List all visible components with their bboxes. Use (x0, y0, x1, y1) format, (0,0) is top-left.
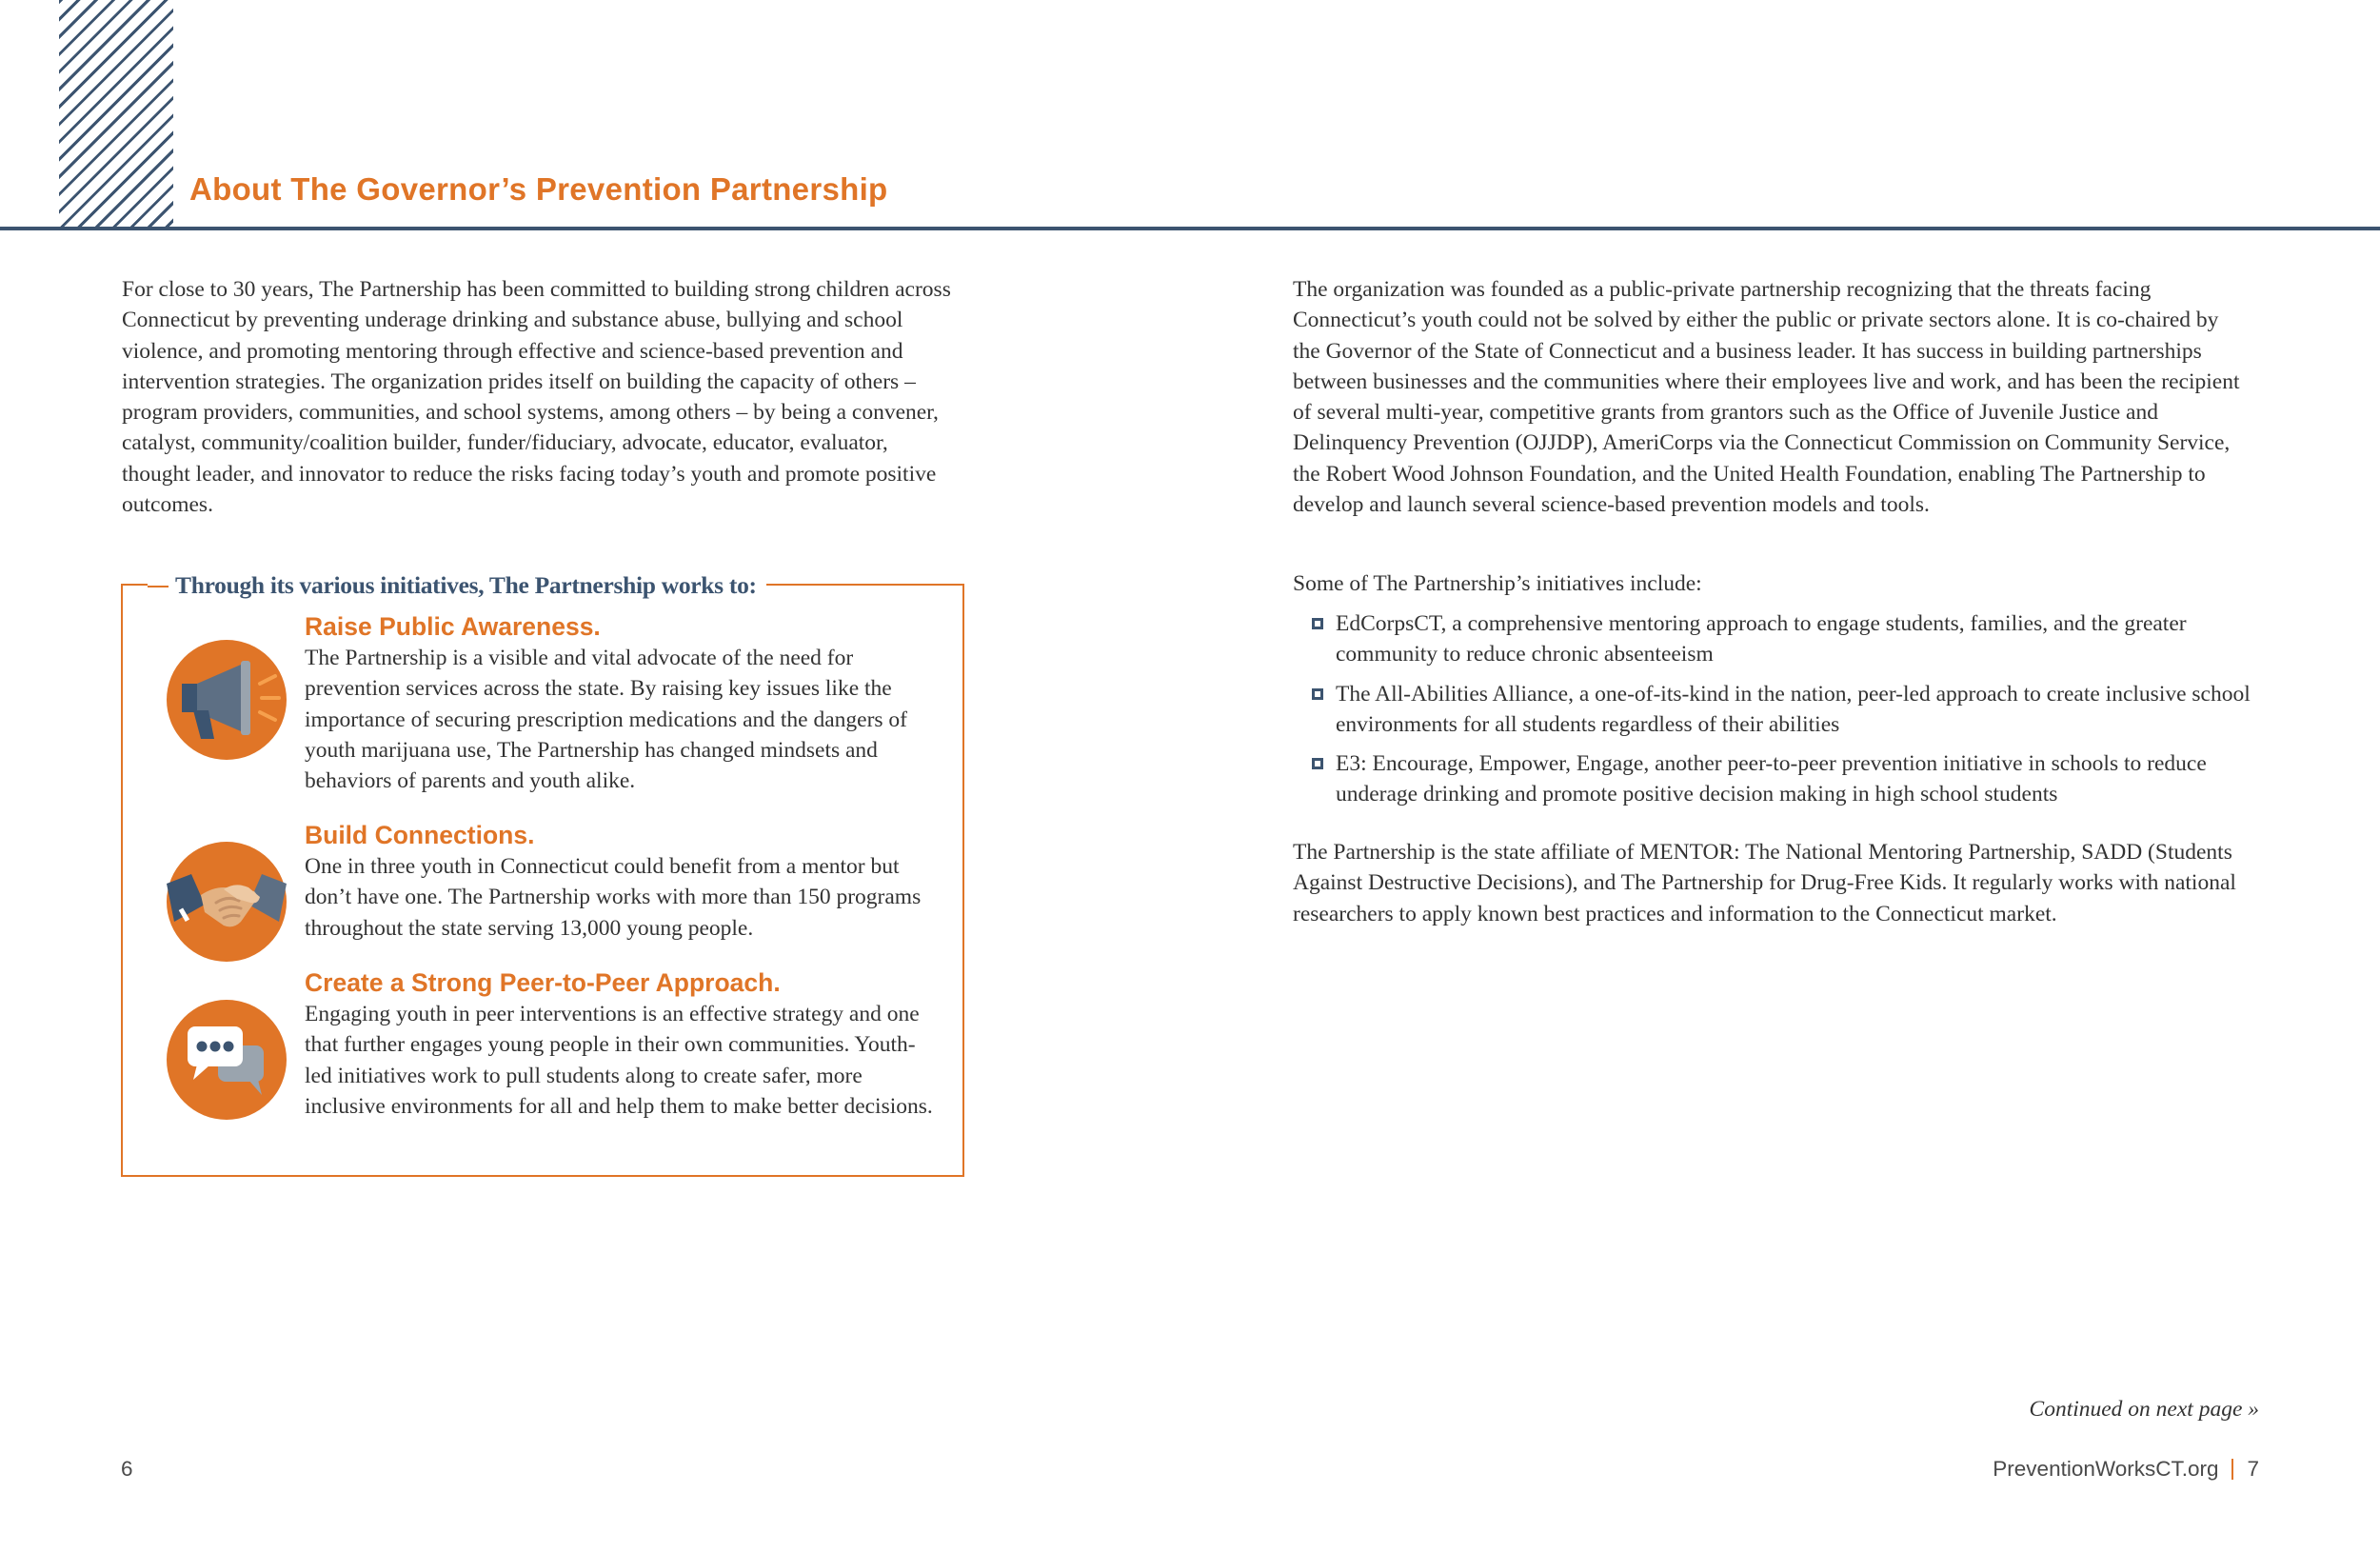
website-link[interactable]: PreventionWorksCT.org (1993, 1457, 2219, 1481)
footer-right (1993, 1457, 2259, 1482)
list-item (1293, 679, 2254, 741)
intro-paragraph-right: The organization was founded as a public-private partnership recognizing that the threats facing Connecticut’s youth could not be solved by either the public or private sectors alone. It is co-chaired by the Governor of the State of Connecticut and a business leader. It has success in building partnerships between businesses and the communities where their employees live and work, and has been the recipient of several multi-year, competitive grants from grantors such as the Office of Juvenile Justice and Delinquency Prevention (OJJDP), AmeriCorps via the Connecticut Commission on Community Service, the Robert Wood Johnson Foundation, and the United Health Foundation, enabling The Partnership to develop and launch several science-based prevention models and tools. (1293, 277, 2240, 518)
feature-title: Build Connections. (305, 821, 535, 849)
handshake-icon (167, 842, 287, 962)
square-bullet-icon (1312, 618, 1323, 629)
feature-title: Raise Public Awareness. (305, 612, 601, 641)
list-item-text: EdCorpsCT, a comprehensive mentoring approach to engage students, families, and the greater community to reduce chronic absenteeism (1336, 611, 2187, 667)
initiatives-box-heading: Through its various initiatives, The Partnership works to: (148, 571, 766, 600)
feature-title: Create a Strong Peer-to-Peer Approach. (305, 968, 781, 997)
intro-paragraph-left: For close to 30 years, The Partnership has been committed to building strong children across Connecticut by preventing underage drinking and substance abuse, bullying and school violence, and promoting mentoring through effective and science-based prevention and intervention strategies. The organization prides itself on building the capacity of others – program providers, communities, and school systems, among others – by being a convener, catalyst, community/coalition builder, funder/fiduciary, advocate, educator, evaluator, thought leader, and innovator to reduce the risks facing today’s youth and promote positive outcomes. (122, 277, 951, 518)
feature-text: Engaging youth in peer interventions is an effective strategy and one that further engages young people in their own communities. Youth-led initiatives work to pull students along to create safer, more inclusive environments for all and help them to make better decisions. (305, 1002, 933, 1119)
square-bullet-icon (1312, 758, 1323, 769)
continued-note: Continued on next page » (2029, 1397, 2259, 1422)
list-item-text: The All-Abilities Alliance, a one-of-its-kind in the nation, peer-led approach to create inclusive school environments for all students regardless of their abilities (1336, 681, 2251, 737)
left-page-number: 6 (121, 1457, 133, 1481)
feature-text: One in three youth in Connecticut could benefit from a mentor but don’t have one. The Partnership works with more than 150 programs throughout the state serving 13,000 young people. (305, 854, 922, 941)
title-divider (0, 227, 2380, 230)
footer-separator (2231, 1459, 2233, 1480)
initiatives-box (121, 571, 964, 1177)
initiatives-list-intro: Some of The Partnership’s initiatives include: (1293, 571, 1702, 596)
feature-text: The Partnership is a visible and vital advocate of the need for prevention services across the state. By raising key issues like the importance of securing prescription medications and the dangers of youth marijuana use, The Partnership has changed mindsets and behaviors of parents and youth alike. (305, 646, 907, 794)
chat-bubbles-icon (167, 1000, 287, 1120)
decorative-hatch-pattern (59, 0, 173, 227)
megaphone-icon (167, 640, 287, 760)
square-bullet-icon (1312, 688, 1323, 700)
page-title: About The Governor’s Prevention Partnership (189, 171, 888, 207)
list-item-text: E3: Encourage, Empower, Engage, another peer-to-peer prevention initiative in schools to reduce underage drinking and promote positive decision making in high school students (1336, 751, 2207, 807)
affiliates-paragraph: The Partnership is the state affiliate of MENTOR: The National Mentoring Partnership, SADD (Students Against Destructive Decisions), and The Partnership for Drug-Free Kids. It regularly works with national researchers to apply known best practices and information to the Connecticut market. (1293, 840, 2236, 926)
initiatives-list (1293, 608, 2254, 819)
right-page-number: 7 (2247, 1457, 2259, 1481)
list-item (1293, 748, 2254, 810)
list-item (1293, 608, 2254, 670)
